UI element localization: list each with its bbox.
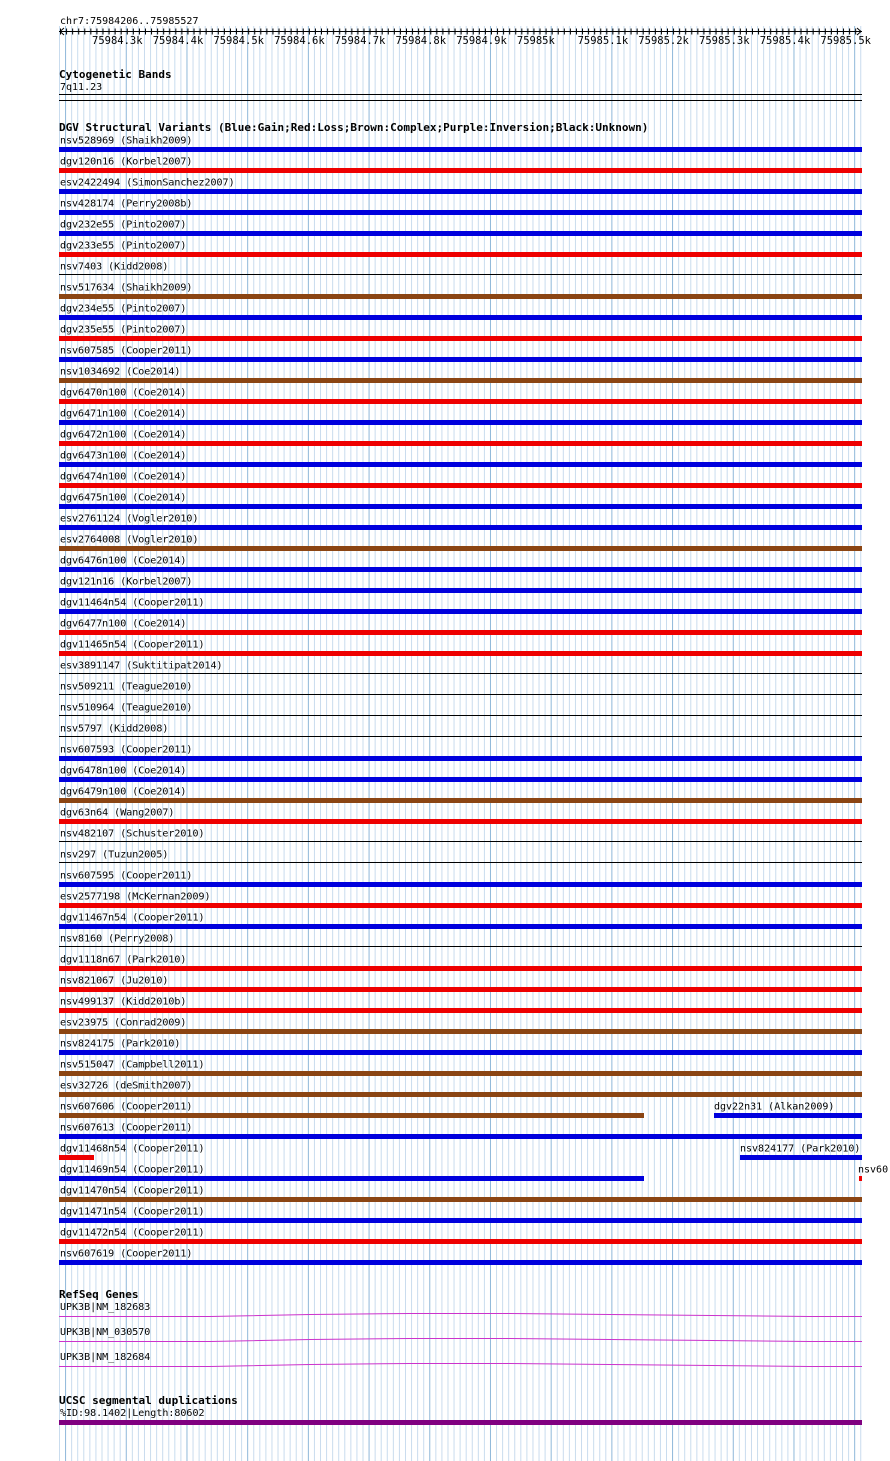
variant-label: dgv6472n100 (Coe2014) <box>60 429 187 441</box>
variant-label: nsv8160 (Perry2008) <box>60 933 175 945</box>
variant-label: esv2764008 (Vogler2010) <box>60 534 199 546</box>
variant-bar[interactable] <box>59 168 862 173</box>
variant-bar[interactable] <box>59 147 862 152</box>
variant-label: dgv11469n54 (Cooper2011) <box>60 1164 205 1176</box>
variant-label: esv2577198 (McKernan2009) <box>60 891 211 903</box>
variant-bar[interactable] <box>59 1218 862 1223</box>
ruler-tick-label: 75984.3k <box>92 35 143 47</box>
variant-label: dgv6470n100 (Coe2014) <box>60 387 187 399</box>
variant-label: nsv499137 (Kidd2010b) <box>60 996 187 1008</box>
variant-label: nsv5797 (Kidd2008) <box>60 723 169 735</box>
variant-label: esv2761124 (Vogler2010) <box>60 513 199 525</box>
variant-bar[interactable] <box>59 399 862 404</box>
variant-label: nsv821067 (Ju2010) <box>60 975 169 987</box>
dgv-track-title: DGV Structural Variants (Blue:Gain;Red:Loss;Brown:Complex;Purple:Inversion;Black:Unknown) <box>59 121 649 134</box>
variant-label: esv2422494 (SimonSanchez2007) <box>60 177 235 189</box>
variant-bar[interactable] <box>59 483 862 488</box>
variant-bar[interactable] <box>59 756 862 761</box>
variant-label: dgv11471n54 (Cooper2011) <box>60 1206 205 1218</box>
variant-label: dgv6476n100 (Coe2014) <box>60 555 187 567</box>
gene-label: UPK3B|NM_030570 <box>60 1327 151 1338</box>
variant-bar[interactable] <box>59 924 862 929</box>
variant-bar[interactable] <box>59 715 862 716</box>
variant-bar[interactable] <box>59 1134 862 1139</box>
variant-label: nsv517634 (Shaikh2009) <box>60 282 193 294</box>
variant-bar[interactable] <box>59 315 862 320</box>
ruler-tick-label: 75985.1k <box>577 35 629 47</box>
variant-bar[interactable] <box>59 862 862 863</box>
variant-bar[interactable] <box>59 966 862 971</box>
variant-bar[interactable] <box>59 1260 862 1265</box>
variant-label: nsv7403 (Kidd2008) <box>60 261 169 273</box>
variant-label: nsv824177 (Park2010) <box>740 1143 861 1155</box>
variant-label: dgv11465n54 (Cooper2011) <box>60 639 205 651</box>
variant-bar[interactable] <box>59 231 862 236</box>
variant-label: dgv234e55 (Pinto2007) <box>60 303 187 315</box>
variant-bar[interactable] <box>59 252 862 257</box>
variant-label: nsv607593 (Cooper2011) <box>60 744 193 756</box>
variant-label: nsv1034692 (Coe2014) <box>60 366 181 378</box>
ruler-tick-label: 75985.3k <box>699 35 750 47</box>
ruler-tick-label: 75985.4k <box>759 35 811 47</box>
variant-bar[interactable] <box>59 694 862 695</box>
variant-bar[interactable] <box>59 567 862 572</box>
variant-bar[interactable] <box>59 1071 862 1076</box>
variant-bar[interactable] <box>59 1029 862 1034</box>
ruler-tick-label: 75985k <box>516 35 555 47</box>
variant-bar[interactable] <box>59 1239 862 1244</box>
variant-label: nsv824175 (Park2010) <box>60 1038 181 1050</box>
variant-bar[interactable] <box>59 609 862 614</box>
variant-label: dgv120n16 (Korbel2007) <box>60 156 193 168</box>
variant-label: nsv607619 (Cooper2011) <box>60 1248 193 1260</box>
variant-bar[interactable] <box>59 777 862 782</box>
variant-label: dgv6473n100 (Coe2014) <box>60 450 187 462</box>
ruler-tick-label: 75984.5k <box>213 35 264 47</box>
variant-label: dgv6477n100 (Coe2014) <box>60 618 187 630</box>
variant-label: dgv11464n54 (Cooper2011) <box>60 597 205 609</box>
variant-label: dgv22n31 (Alkan2009) <box>714 1101 835 1113</box>
variant-bar[interactable] <box>59 1176 644 1181</box>
gene-label: UPK3B|NM_182684 <box>60 1352 151 1363</box>
variant-label: esv23975 (Conrad2009) <box>60 1017 187 1029</box>
variant-bar[interactable] <box>59 819 862 824</box>
ruler-tick-label: 75984.7k <box>334 35 386 47</box>
variant-bar[interactable] <box>59 462 862 467</box>
variant-bar[interactable] <box>59 798 862 803</box>
variant-bar[interactable] <box>59 378 862 383</box>
variant-bar[interactable] <box>859 1176 862 1181</box>
variant-label: nsv297 (Tuzun2005) <box>60 849 169 861</box>
variant-label: nsv510964 (Teague2010) <box>60 702 193 714</box>
variant-bar[interactable] <box>59 525 862 530</box>
variant-label: dgv1118n67 (Park2010) <box>60 954 187 966</box>
variant-bar[interactable] <box>59 736 862 737</box>
variant-label: nsv482107 (Schuster2010) <box>60 828 205 840</box>
variant-label: dgv6478n100 (Coe2014) <box>60 765 187 777</box>
variant-bar[interactable] <box>59 841 862 842</box>
segdup-track-title: UCSC segmental duplications <box>59 1394 238 1407</box>
ruler-tick-label: 75984.6k <box>274 35 325 47</box>
variant-label: nsv528969 (Shaikh2009) <box>60 135 193 147</box>
variant-label: dgv235e55 (Pinto2007) <box>60 324 187 336</box>
variant-label: dgv63n64 (Wang2007) <box>60 807 175 819</box>
variant-label: dgv233e55 (Pinto2007) <box>60 240 187 252</box>
segdup-feature-label: %ID:98.1402|Length:80602 <box>60 1408 205 1419</box>
variant-bar[interactable] <box>59 294 862 299</box>
variant-bar[interactable] <box>59 1197 862 1202</box>
variant-bar[interactable] <box>59 651 862 656</box>
variant-bar[interactable] <box>59 1050 862 1055</box>
variant-bar[interactable] <box>59 441 862 446</box>
variant-bar[interactable] <box>59 673 862 674</box>
refseq-track-title: RefSeq Genes <box>59 1288 139 1301</box>
variant-bar[interactable] <box>59 357 862 362</box>
variant-bar[interactable] <box>59 1008 862 1013</box>
ruler-tick-label: 75984.9k <box>456 35 507 47</box>
variant-label: nsv607585 (Cooper2011) <box>60 345 193 357</box>
variant-label: nsv60 <box>858 1164 889 1176</box>
variant-bar[interactable] <box>59 546 862 551</box>
variant-label: nsv515047 (Campbell2011) <box>60 1059 205 1071</box>
variant-label: dgv11468n54 (Cooper2011) <box>60 1143 205 1155</box>
variant-bar[interactable] <box>740 1155 862 1160</box>
variant-bar[interactable] <box>59 946 862 947</box>
cytoband-track-title: Cytogenetic Bands <box>59 68 172 81</box>
variant-bar[interactable] <box>59 189 862 194</box>
variant-bar[interactable] <box>59 903 862 908</box>
ruler-tick-label: 75985.2k <box>638 35 689 47</box>
variant-label: dgv11470n54 (Cooper2011) <box>60 1185 205 1197</box>
ruler-tick-label: 75984.4k <box>152 35 204 47</box>
variant-label: nsv607613 (Cooper2011) <box>60 1122 193 1134</box>
variant-label: dgv232e55 (Pinto2007) <box>60 219 187 231</box>
cytoband-label: 7q11.23 <box>60 82 103 93</box>
variant-label: nsv607606 (Cooper2011) <box>60 1101 193 1113</box>
variant-label: nsv607595 (Cooper2011) <box>60 870 193 882</box>
variant-bar[interactable] <box>59 882 862 887</box>
variant-bar[interactable] <box>59 1155 94 1160</box>
variant-bar[interactable] <box>59 210 862 215</box>
variant-label: esv3891147 (Suktitipat2014) <box>60 660 223 672</box>
variant-label: dgv11472n54 (Cooper2011) <box>60 1227 205 1239</box>
variant-label: dgv6479n100 (Coe2014) <box>60 786 187 798</box>
variant-bar[interactable] <box>59 588 862 593</box>
variant-label: dgv121n16 (Korbel2007) <box>60 576 193 588</box>
variant-bar[interactable] <box>59 504 862 509</box>
variant-label: esv32726 (deSmith2007) <box>60 1080 193 1092</box>
variant-label: nsv509211 (Teague2010) <box>60 681 193 693</box>
variant-bar[interactable] <box>59 987 862 992</box>
variant-bar[interactable] <box>59 1113 644 1118</box>
gene-label: UPK3B|NM_182683 <box>60 1302 151 1313</box>
variant-bar[interactable] <box>59 336 862 341</box>
variant-bar[interactable] <box>59 420 862 425</box>
variant-bar[interactable] <box>59 274 862 275</box>
segdup-feature-bar[interactable] <box>59 1420 862 1425</box>
variant-bar[interactable] <box>59 630 862 635</box>
ruler-tick-label: 75984.8k <box>395 35 447 47</box>
variant-label: dgv6471n100 (Coe2014) <box>60 408 187 420</box>
variant-label: dgv6474n100 (Coe2014) <box>60 471 187 483</box>
ruler-tick-label: 75985.5k <box>820 35 871 47</box>
region-coordinates: chr7:75984206..75985527 <box>60 16 199 27</box>
variant-bar[interactable] <box>714 1113 862 1118</box>
variant-bar[interactable] <box>59 1092 862 1097</box>
variant-label: dgv11467n54 (Cooper2011) <box>60 912 205 924</box>
variant-label: dgv6475n100 (Coe2014) <box>60 492 187 504</box>
variant-label: nsv428174 (Perry2008b) <box>60 198 193 210</box>
